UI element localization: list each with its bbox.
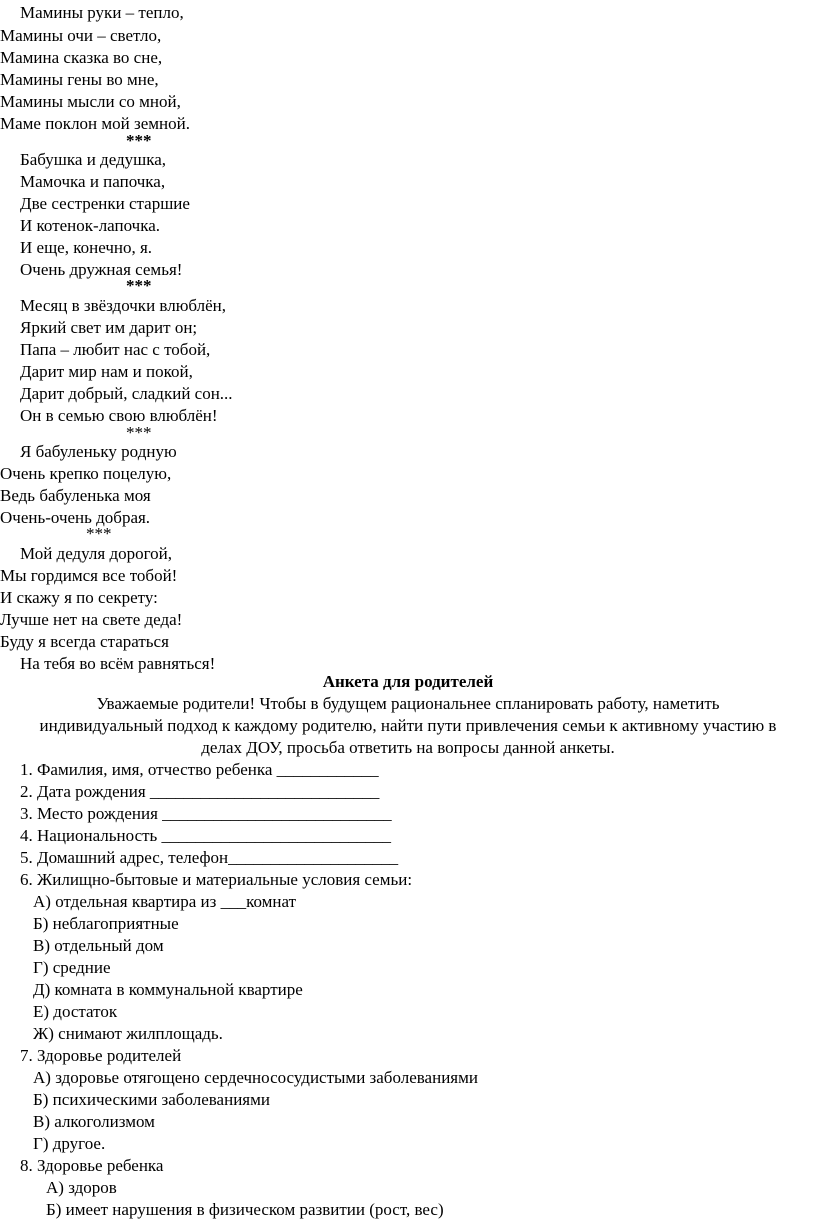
survey-option: В) отдельный дом [33, 936, 164, 955]
survey-question-address: 5. Домашний адрес, телефон____________________ [20, 848, 399, 867]
survey-question-birth-date: 2. Дата рождения ___________________________ [20, 782, 380, 801]
poem5-line-5: Буду я всегда стараться [0, 632, 169, 651]
survey-option: Г) средние [33, 958, 111, 977]
survey-option: Б) имеет нарушения в физическом развитии (рост, вес) [46, 1200, 444, 1219]
poem1-line-6: Маме поклон мой земной. [0, 114, 190, 133]
separator: *** [126, 276, 152, 295]
poem5-line-4: Лучше нет на свете деда! [0, 610, 183, 629]
poem2-line-6: Очень дружная семья! [20, 260, 183, 279]
poem3-line-5: Дарит добрый, сладкий сон... [20, 384, 233, 403]
survey-intro-line-2: индивидуальный подход к каждому родителю, найти пути привлечения семьи к активному участию в [39, 716, 777, 735]
survey-option: Г) другое. [33, 1134, 106, 1153]
survey-option: Б) неблагоприятные [33, 914, 179, 933]
poem5-line-1: Мой дедуля дорогой, [20, 544, 173, 563]
poem4-line-3: Ведь бабуленька моя [0, 486, 151, 505]
survey-question-parents-health: 7. Здоровье родителей [20, 1046, 182, 1065]
survey-question-nationality: 4. Национальность ___________________________ [20, 826, 392, 845]
survey-option: Ж) снимают жилплощадь. [33, 1024, 223, 1043]
poem2-line-4: И котенок-лапочка. [20, 216, 161, 235]
poem3-line-4: Дарит мир нам и покой, [20, 362, 193, 381]
poem4-line-4: Очень-очень добрая. [0, 508, 151, 527]
survey-question-living-conditions: 6. Жилищно-бытовые и материальные условия семьи: [20, 870, 413, 889]
survey-option: А) отдельная квартира из ___комнат [33, 892, 297, 911]
separator: *** [126, 423, 152, 442]
poem2-line-3: Две сестренки старшие [20, 194, 190, 213]
survey-question-child-health: 8. Здоровье ребенка [20, 1156, 164, 1175]
poem4-line-2: Очень крепко поцелую, [0, 464, 172, 483]
poem3-line-3: Папа – любит нас с тобой, [20, 340, 211, 359]
separator: *** [126, 131, 152, 150]
poem1-line-3: Мамина сказка во сне, [0, 48, 163, 67]
poem5-line-3: И скажу я по секрету: [0, 588, 158, 607]
poem3-line-6: Он в семью свою влюблён! [20, 406, 218, 425]
poem4-line-1: Я бабуленьку родную [20, 442, 177, 461]
separator: *** [86, 524, 112, 543]
survey-option: В) алкоголизмом [33, 1112, 155, 1131]
poem2-line-5: И еще, конечно, я. [20, 238, 153, 257]
survey-intro-line-3: делах ДОУ, просьба ответить на вопросы данной анкеты. [201, 738, 615, 757]
poem2-line-2: Мамочка и папочка, [20, 172, 166, 191]
poem5-line-2: Мы гордимся все тобой! [0, 566, 178, 585]
poem5-line-6: На тебя во всём равняться! [20, 654, 216, 673]
poem1-line-1: Мамины руки – тепло, [20, 3, 184, 22]
survey-option: Д) комната в коммунальной квартире [33, 980, 303, 999]
survey-question-birth-place: 3. Место рождения ___________________________ [20, 804, 392, 823]
survey-question-child-name: 1. Фамилия, имя, отчество ребенка ____________ [20, 760, 379, 779]
survey-option: А) здоров [46, 1178, 117, 1197]
poem1-line-5: Мамины мысли со мной, [0, 92, 181, 111]
survey-option: А) здоровье отягощено сердечнососудистыми заболеваниями [33, 1068, 478, 1087]
poem3-line-2: Яркий свет им дарит он; [20, 318, 198, 337]
survey-option: Е) достаток [33, 1002, 118, 1021]
poem1-line-2: Мамины очи – светло, [0, 26, 162, 45]
poem3-line-1: Месяц в звёздочки влюблён, [20, 296, 227, 315]
poem2-line-1: Бабушка и дедушка, [20, 150, 167, 169]
survey-title: Анкета для родителей [322, 672, 494, 691]
survey-intro-line-1: Уважаемые родители! Чтобы в будущем рациональнее спланировать работу, наметить [96, 694, 720, 713]
poem1-line-4: Мамины гены во мне, [0, 70, 159, 89]
survey-option: Б) психическими заболеваниями [33, 1090, 270, 1109]
